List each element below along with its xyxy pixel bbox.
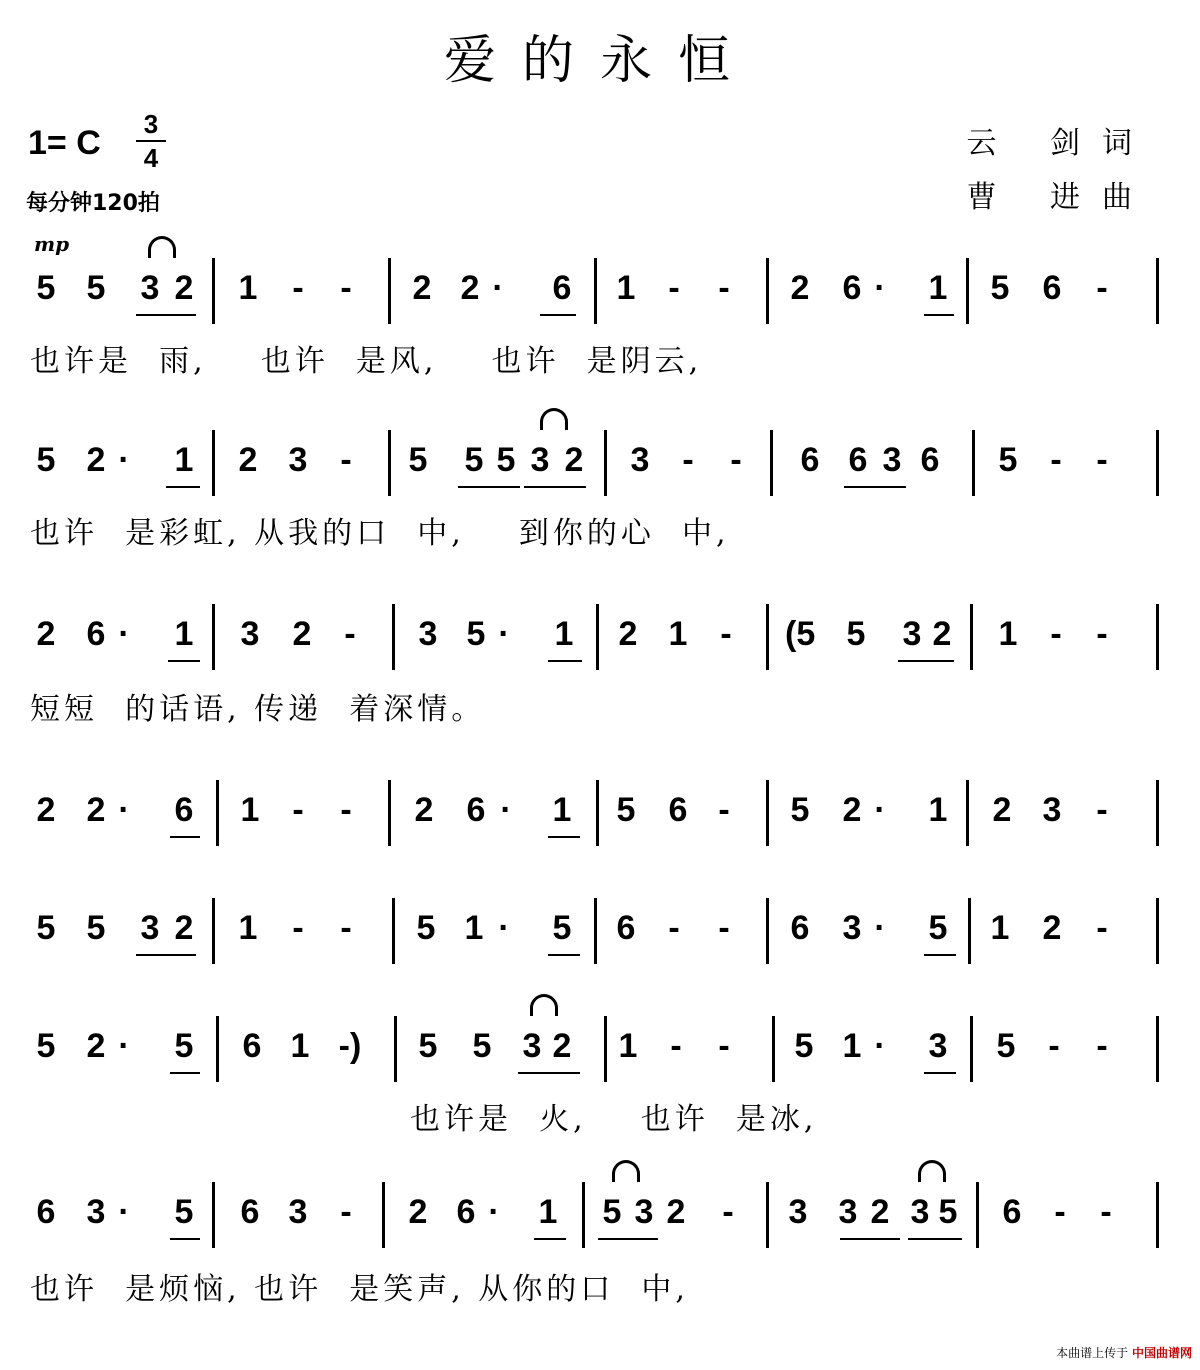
beam-underline	[924, 954, 956, 956]
note: 2	[86, 441, 106, 479]
bar-line	[766, 898, 769, 964]
note: ·	[488, 1193, 500, 1231]
note: 5	[174, 1193, 194, 1231]
note: -	[340, 791, 352, 829]
note: 1	[538, 1193, 558, 1231]
staff-row	[0, 604, 1200, 684]
beam-underline	[136, 314, 196, 316]
note: -	[670, 1027, 682, 1065]
note: 6	[456, 1193, 476, 1231]
note: 6	[842, 269, 862, 307]
note: -	[720, 615, 732, 653]
beam-underline	[540, 314, 576, 316]
beam-underline	[136, 954, 196, 956]
staff-row	[0, 258, 1200, 338]
bar-line	[212, 898, 215, 964]
footer-brand: 中国曲谱网	[1131, 1346, 1192, 1360]
note: 6	[668, 791, 688, 829]
bar-line	[388, 258, 391, 324]
bar-line	[212, 258, 215, 324]
bar-line	[968, 898, 971, 964]
note: 3	[288, 441, 308, 479]
note: 1	[290, 1027, 310, 1065]
note: 5	[998, 441, 1018, 479]
bar-line	[212, 1182, 215, 1248]
note: -	[718, 1027, 730, 1065]
note: 3	[86, 1193, 106, 1231]
note: ·	[118, 441, 130, 479]
note: 6	[800, 441, 820, 479]
bar-line	[766, 258, 769, 324]
slur-mark	[918, 1160, 946, 1182]
staff-row	[0, 1016, 1200, 1096]
bar-line	[594, 258, 597, 324]
note: 3	[530, 441, 550, 479]
bar-line	[216, 780, 219, 846]
note: 5	[36, 441, 56, 479]
note: 5	[466, 615, 486, 653]
note: 6	[36, 1193, 56, 1231]
beam-underline	[170, 1072, 200, 1074]
note: ·	[874, 269, 886, 307]
slur-mark	[530, 994, 558, 1016]
note: 2	[86, 1027, 106, 1065]
beam-underline	[166, 486, 200, 488]
note: 5	[938, 1193, 958, 1231]
note: -	[340, 1193, 352, 1231]
beam-underline	[548, 954, 580, 956]
note: 3	[882, 441, 902, 479]
beam-underline	[518, 1072, 580, 1074]
note: ·	[118, 791, 130, 829]
composer-credit: 曹 进曲	[966, 180, 1154, 215]
bar-line	[772, 1016, 775, 1082]
note: 5	[602, 1193, 622, 1231]
note: 6	[1042, 269, 1062, 307]
note: 2	[412, 269, 432, 307]
footer-text: 本曲谱上传于	[1056, 1346, 1129, 1360]
note: 5	[36, 909, 56, 947]
note: -	[668, 909, 680, 947]
note: 3	[902, 615, 922, 653]
lyrics-line: 也许是 雨, 也许 是风, 也许 是阴云,	[30, 344, 703, 379]
note: -	[340, 909, 352, 947]
note: 2	[870, 1193, 890, 1231]
note: -	[1096, 441, 1108, 479]
note: 1	[238, 269, 258, 307]
note: 2	[460, 269, 480, 307]
beam-underline	[458, 486, 520, 488]
note: -	[1096, 269, 1108, 307]
note: -	[340, 269, 352, 307]
note: 1	[616, 269, 636, 307]
note: 2	[992, 791, 1012, 829]
note: 2	[414, 791, 434, 829]
note: 3	[1042, 791, 1062, 829]
note: 6	[616, 909, 636, 947]
lyrics-line: 也许 是彩虹, 从我的口 中, 到你的心 中,	[30, 516, 730, 551]
note: 2	[666, 1193, 686, 1231]
note: 5	[36, 269, 56, 307]
beam-underline	[524, 486, 586, 488]
note: 5	[928, 909, 948, 947]
note: 2	[36, 791, 56, 829]
note: 5	[174, 1027, 194, 1065]
note: 3	[788, 1193, 808, 1231]
note: -	[292, 909, 304, 947]
note: 1	[618, 1027, 638, 1065]
note: 5	[86, 269, 106, 307]
note: 6	[1002, 1193, 1022, 1231]
note: -)	[338, 1027, 362, 1065]
note: 5	[408, 441, 428, 479]
note: 2	[238, 441, 258, 479]
note: -	[1054, 1193, 1066, 1231]
bar-line	[594, 898, 597, 964]
bar-line	[1156, 604, 1159, 670]
beam-underline	[170, 1238, 200, 1240]
note: ·	[492, 269, 504, 307]
note: 1	[842, 1027, 862, 1065]
note: (5	[785, 615, 816, 653]
bar-line	[1156, 430, 1159, 496]
dynamic-marking: mp	[34, 232, 70, 256]
bar-line	[212, 604, 215, 670]
note: 1	[928, 791, 948, 829]
note: -	[718, 791, 730, 829]
note: 1	[554, 615, 574, 653]
beam-underline	[844, 486, 906, 488]
note: 6	[242, 1027, 262, 1065]
note: 5	[996, 1027, 1016, 1065]
bar-line	[394, 1016, 397, 1082]
slur-mark	[540, 408, 568, 430]
slur-mark	[612, 1160, 640, 1182]
bar-line	[596, 604, 599, 670]
tempo-marking: 每分钟120拍	[26, 191, 160, 216]
bar-line	[766, 1182, 769, 1248]
note: ·	[118, 615, 130, 653]
bar-line	[1156, 1182, 1159, 1248]
note: 5	[418, 1027, 438, 1065]
note: 3	[928, 1027, 948, 1065]
beam-underline	[924, 314, 954, 316]
bar-line	[976, 1182, 979, 1248]
note: 1	[174, 441, 194, 479]
note: 2	[564, 441, 584, 479]
key-signature: 1= C	[28, 124, 101, 162]
bar-line	[1156, 258, 1159, 324]
note: -	[1096, 909, 1108, 947]
bar-line	[382, 1182, 385, 1248]
note: 5	[416, 909, 436, 947]
slur-mark	[148, 236, 176, 258]
note: 2	[174, 909, 194, 947]
beam-underline	[548, 836, 580, 838]
note: 1	[990, 909, 1010, 947]
note: -	[1096, 615, 1108, 653]
note: 2	[842, 791, 862, 829]
note: 3	[838, 1193, 858, 1231]
bar-line	[972, 430, 975, 496]
note: 1	[552, 791, 572, 829]
note: 5	[990, 269, 1010, 307]
note: -	[1050, 615, 1062, 653]
note: ·	[874, 791, 886, 829]
note: -	[292, 791, 304, 829]
note: 6	[790, 909, 810, 947]
note: 3	[522, 1027, 542, 1065]
note: -	[1100, 1193, 1112, 1231]
note: 1	[928, 269, 948, 307]
note: 1	[174, 615, 194, 653]
note: 5	[86, 909, 106, 947]
bar-line	[770, 430, 773, 496]
beam-underline	[924, 1072, 956, 1074]
bar-line	[582, 1182, 585, 1248]
note: 1	[464, 909, 484, 947]
bar-line	[1156, 780, 1159, 846]
note: -	[292, 269, 304, 307]
bar-line	[212, 430, 215, 496]
bar-line	[1156, 898, 1159, 964]
bar-line	[392, 898, 395, 964]
note: 5	[36, 1027, 56, 1065]
bar-line	[388, 780, 391, 846]
note: -	[730, 441, 742, 479]
note: 6	[240, 1193, 260, 1231]
note: 5	[552, 909, 572, 947]
note: 5	[794, 1027, 814, 1065]
song-title: 爱的永恒	[443, 31, 756, 91]
time-signature-line	[136, 140, 166, 142]
note: 3	[634, 1193, 654, 1231]
staff-row	[0, 898, 1200, 978]
beam-underline	[908, 1238, 962, 1240]
bar-line	[388, 430, 391, 496]
note: 5	[790, 791, 810, 829]
lyricist-credit: 云 剑词	[966, 126, 1154, 161]
bar-line	[596, 780, 599, 846]
note: 2	[36, 615, 56, 653]
note: 6	[552, 269, 572, 307]
note: 5	[616, 791, 636, 829]
beam-underline	[548, 660, 582, 662]
note: -	[1096, 1027, 1108, 1065]
note: 2	[932, 615, 952, 653]
beam-underline	[898, 660, 954, 662]
note: ·	[500, 791, 512, 829]
note: 3	[288, 1193, 308, 1231]
bar-line	[766, 604, 769, 670]
note: 2	[552, 1027, 572, 1065]
note: 2	[292, 615, 312, 653]
bar-line	[970, 1016, 973, 1082]
note: -	[718, 269, 730, 307]
bar-line	[392, 604, 395, 670]
note: ·	[118, 1027, 130, 1065]
note: ·	[118, 1193, 130, 1231]
note: 5	[464, 441, 484, 479]
lyrics-line: 也许 是烦恼, 也许 是笑声, 从你的口 中,	[30, 1272, 689, 1307]
bar-line	[966, 780, 969, 846]
note: 5	[472, 1027, 492, 1065]
beam-underline	[170, 836, 200, 838]
note: 3	[910, 1193, 930, 1231]
note: 2	[790, 269, 810, 307]
bar-line	[1156, 1016, 1159, 1082]
note: 6	[86, 615, 106, 653]
note: -	[340, 441, 352, 479]
note: 6	[466, 791, 486, 829]
note: 5	[496, 441, 516, 479]
note: 1	[240, 791, 260, 829]
lyrics-line: 也许是 火, 也许 是冰,	[410, 1102, 818, 1137]
note: ·	[498, 909, 510, 947]
note: ·	[874, 1027, 886, 1065]
note: 3	[140, 269, 160, 307]
bar-line	[966, 258, 969, 324]
note: 1	[998, 615, 1018, 653]
note: ·	[498, 615, 510, 653]
beam-underline	[168, 660, 200, 662]
note: 2	[86, 791, 106, 829]
note: 5	[846, 615, 866, 653]
note: -	[344, 615, 356, 653]
note: -	[1096, 791, 1108, 829]
note: 6	[174, 791, 194, 829]
staff-row	[0, 1182, 1200, 1262]
note: 3	[240, 615, 260, 653]
note: 2	[1042, 909, 1062, 947]
note: 6	[848, 441, 868, 479]
note: 3	[140, 909, 160, 947]
note: -	[682, 441, 694, 479]
time-signature	[136, 110, 166, 172]
beam-underline	[598, 1238, 658, 1240]
note: -	[722, 1193, 734, 1231]
staff-row	[0, 430, 1200, 510]
note: 3	[418, 615, 438, 653]
lyrics-line: 短短 的话语, 传递 着深情。	[30, 692, 486, 727]
note: -	[668, 269, 680, 307]
note: -	[1048, 1027, 1060, 1065]
beam-underline	[534, 1238, 566, 1240]
bar-line	[766, 780, 769, 846]
bar-line	[604, 430, 607, 496]
note: -	[1050, 441, 1062, 479]
note: 1	[668, 615, 688, 653]
note: 3	[842, 909, 862, 947]
note: ·	[874, 909, 886, 947]
bar-line	[604, 1016, 607, 1082]
time-signature-bottom: 4	[143, 143, 159, 173]
note: 3	[630, 441, 650, 479]
bar-line	[970, 604, 973, 670]
note: 2	[174, 269, 194, 307]
bar-line	[216, 1016, 219, 1082]
beam-underline	[840, 1238, 900, 1240]
note: 2	[618, 615, 638, 653]
note: 1	[238, 909, 258, 947]
note: 6	[920, 441, 940, 479]
note: 2	[408, 1193, 428, 1231]
footer	[1056, 1344, 1192, 1361]
time-signature-top: 3	[143, 109, 159, 139]
note: -	[718, 909, 730, 947]
staff-row	[0, 780, 1200, 860]
